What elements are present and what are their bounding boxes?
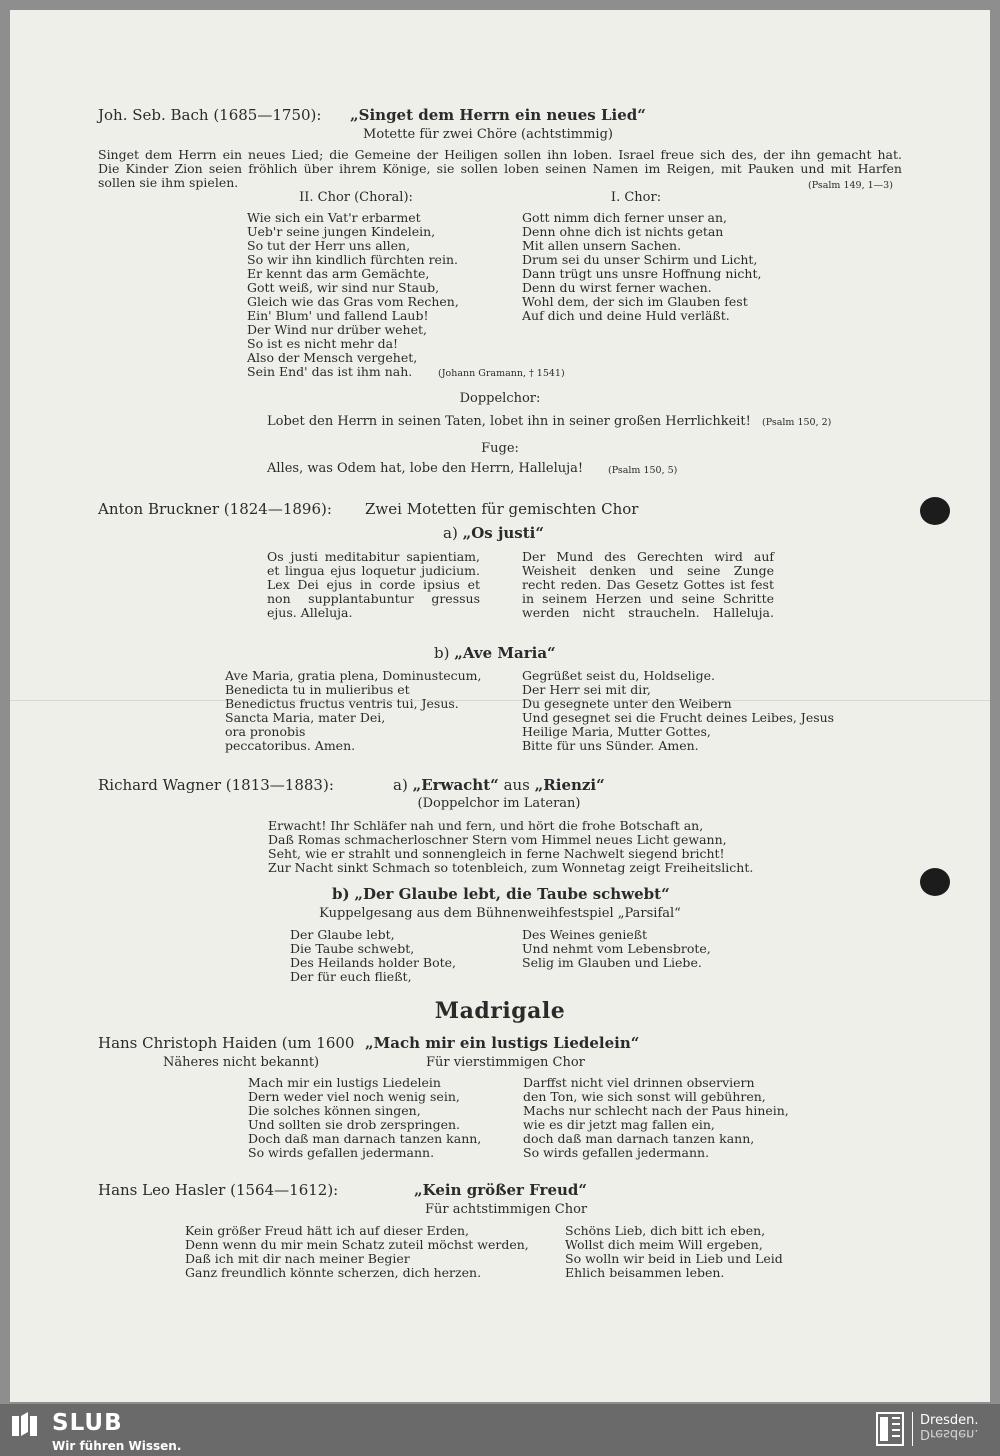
verse-line: Ganz freundlich könnte scherzen, dich herzen. [185, 1265, 482, 1280]
erwacht-work: „Rienzi“ [534, 776, 605, 794]
verse-line: So wirds gefallen jedermann. [248, 1145, 435, 1160]
dresden-coat-of-arms-icon [876, 1412, 904, 1446]
page-fold [10, 700, 990, 701]
intro-line: Singet dem Herrn ein neues Lied; die Gemeine der Heiligen sollen ihn loben. Israel freue sich des, der ihn gemacht hat. [98, 147, 902, 162]
verse-line: Denn du wirst ferner wachen. [522, 280, 712, 295]
hasler-right [565, 1224, 783, 1280]
double-choir-text: Lobet den Herrn in seinen Taten, lobet ihn in seiner großen Herrlichkeit! [267, 414, 751, 429]
verse-line: Doch daß man darnach tanzen kann, [248, 1131, 482, 1146]
os-justi-german [522, 550, 774, 620]
verse-line: Os justi meditabitur sapientiam, [267, 549, 480, 564]
haiden-work-title: „Mach mir ein lustigs Liedelein“ [365, 1034, 640, 1052]
glaube-title: „Der Glaube lebt, die Taube schwebt“ [354, 885, 670, 903]
verse-line: Lex Dei ejus in corde ipsius et [267, 577, 480, 592]
haiden-heading-note: Näheres nicht bekannt) [163, 1055, 320, 1070]
choir2-text [247, 211, 459, 379]
ave-maria-title: „Ave Maria“ [454, 644, 556, 662]
ave-maria-latin [225, 669, 482, 753]
section-prefix: a) [443, 524, 458, 542]
verse-line: Gleich wie das Gras vom Rechen, [247, 294, 459, 309]
verse-line: Mach mir ein lustigs Liedelein [248, 1075, 441, 1090]
hasler-left [185, 1224, 529, 1280]
verse-line: et lingua ejus loquetur judicium. [267, 563, 480, 578]
choir2-label: II. Chor (Choral): [299, 190, 413, 205]
verse-line: Mit allen unsern Sachen. [522, 238, 682, 253]
haiden-left [248, 1076, 481, 1160]
verse-line: Machs nur schlecht nach der Paus hinein, [523, 1103, 789, 1118]
verse-line: Gegrüßet seist du, Holdselige. [522, 668, 715, 683]
verse-line: ejus. Alleluja. [267, 605, 353, 620]
erwacht-subtitle: (Doppelchor im Lateran) [417, 796, 581, 811]
intro-line: Die Kinder Zion seien fröhlich über ihrem Könige, sie sollen loben seinen Namen im Reigen, mit Pauken und mit Harfen [98, 161, 902, 176]
verse-line: Denn ohne dich ist nichts getan [522, 224, 724, 239]
verse-line: recht reden. Das Gesetz Gottes ist fest [522, 577, 774, 592]
verse-line: Benedictus fructus ventris tui, Jesus. [225, 696, 459, 711]
verse-line: Und nehmt vom Lebensbrote, [522, 941, 711, 956]
glaube-right [522, 928, 711, 970]
verse-line: Der Glaube lebt, [290, 927, 395, 942]
verse-line: Ehlich beisammen leben. [565, 1265, 725, 1280]
verse-line: So wir ihn kindlich fürchten rein. [247, 252, 458, 267]
verse-line: wie es dir jetzt mag fallen ein, [523, 1117, 715, 1132]
verse-line: doch daß man darnach tanzen kann, [523, 1131, 755, 1146]
glaube-heading [332, 885, 670, 903]
verse-line: Kein größer Freud hätt ich auf dieser Erden, [185, 1223, 470, 1238]
hasler-work-title: „Kein größer Freud“ [414, 1181, 588, 1199]
verse-line: ora pronobis [225, 724, 306, 739]
madrigale-heading: Madrigale [434, 998, 566, 1024]
verse-line: werden nicht straucheln. Halleluja. [522, 605, 774, 620]
erwacht-heading [393, 776, 605, 794]
verse-line: Der Mund des Gerechten wird auf [522, 549, 774, 564]
verse-line: So wolln wir beid in Lieb und Leid [565, 1251, 783, 1266]
verse-line: Und sollten sie drob zerspringen. [248, 1117, 461, 1132]
verse-line: Der Wind nur drüber wehet, [247, 322, 427, 337]
verse-line: Selig im Glauben und Liebe. [522, 955, 702, 970]
verse-line: Bitte für uns Sünder. Amen. [522, 738, 699, 753]
verse-line: Benedicta tu in mulieribus et [225, 682, 410, 697]
erwacht-text [268, 819, 753, 875]
verse-line: Ave Maria, gratia plena, Dominustecum, [225, 668, 482, 683]
verse-line: Sancta Maria, mater Dei, [225, 710, 386, 725]
section-prefix: b) [434, 644, 450, 662]
bruckner-work-title: Zwei Motetten für gemischten Chor [365, 500, 639, 518]
section-prefix: b) [332, 885, 350, 903]
verse-line: Der für euch fließt, [290, 969, 412, 984]
verse-line: Des Heilands holder Bote, [290, 955, 457, 970]
verse-line: Dann trügt uns unsre Hoffnung nicht, [522, 266, 762, 281]
fugue-label: Fuge: [481, 441, 519, 456]
verse-line: in seinem Herzen und seine Schritte [522, 591, 774, 606]
verse-line: Schöns Lieb, dich bitt ich eben, [565, 1223, 766, 1238]
footer-bar [0, 1404, 1000, 1456]
bach-composer-heading: Joh. Seb. Bach (1685—1750): [98, 106, 322, 124]
verse-line: Ein' Blum' und fallend Laub! [247, 308, 429, 323]
verse-line: Des Weines genießt [522, 927, 648, 942]
verse-line: non supplantabuntur gressus [267, 591, 480, 606]
hasler-work-subtitle: Für achtstimmigen Chor [425, 1202, 588, 1217]
verse-line: Drum sei du unser Schirm und Licht, [522, 252, 758, 267]
bach-intro-text [98, 148, 902, 190]
footer-separator [912, 1412, 913, 1446]
double-choir-source: (Psalm 150, 2) [762, 417, 832, 428]
bach-work-title: „Singet dem Herrn ein neues Lied“ [350, 106, 646, 124]
verse-line: Denn wenn du mir mein Schatz zuteil möchst werden, [185, 1237, 529, 1252]
verse-line: Er kennt das arm Gemächte, [247, 266, 430, 281]
dresden-logo-text: Dresden. [920, 1413, 979, 1428]
verse-line: Wohl dem, der sich im Glauben fest [522, 294, 748, 309]
choir1-label: I. Chor: [610, 190, 662, 205]
ave-maria-german [522, 669, 834, 753]
glaube-subtitle: Kuppelgesang aus dem Bühnenweihfestspiel „Parsifal“ [319, 906, 681, 921]
verse-line: Der Herr sei mit dir, [522, 682, 651, 697]
haiden-right [523, 1076, 789, 1160]
book-stack-icon [12, 1412, 38, 1436]
dresden-logo-mirror: Dresden. [920, 1426, 979, 1441]
os-justi-title: „Os justi“ [462, 524, 544, 542]
verse-line: So ist es nicht mehr da! [247, 336, 399, 351]
verse-line: Zur Nacht sinkt Schmach so totenbleich, zum Wonnetag zeigt Freiheitslicht. [268, 860, 754, 875]
section-prefix: a) [393, 776, 408, 794]
verse-line: Erwacht! Ihr Schläfer nah und fern, und hört die frohe Botschaft an, [268, 818, 704, 833]
verse-line: Heilige Maria, Mutter Gottes, [522, 724, 711, 739]
document-page [10, 10, 990, 1402]
slub-logo-text: SLUB [52, 1410, 123, 1436]
verse-line: Die Taube schwebt, [290, 941, 415, 956]
punch-hole [920, 868, 950, 896]
verse-line: Seht, wie er strahlt und sonnengleich in ferne Nachwelt siegend bricht! [268, 846, 725, 861]
verse-line: So wirds gefallen jedermann. [523, 1145, 710, 1160]
os-justi-latin [267, 550, 480, 620]
fugue-source: (Psalm 150, 5) [608, 465, 678, 476]
haiden-composer-heading: Hans Christoph Haiden (um 1600 [98, 1034, 355, 1052]
bach-work-subtitle: Motette für zwei Chöre (achtstimmig) [363, 127, 613, 142]
verse-line: Dern weder viel noch wenig sein, [248, 1089, 460, 1104]
ave-maria-heading [434, 644, 556, 662]
fugue-text: Alles, was Odem hat, lobe den Herrn, Halleluja! [267, 461, 584, 476]
verse-line: den Ton, wie sich sonst will gebühren, [523, 1089, 766, 1104]
verse-line: Darffst nicht viel drinnen observiern [523, 1075, 755, 1090]
slub-tagline: Wir führen Wissen. [52, 1439, 182, 1453]
verse-line: Wie sich ein Vat'r erbarmet [247, 210, 421, 225]
erwacht-aus: aus [503, 776, 530, 794]
choir2-source: (Johann Gramann, † 1541) [438, 368, 565, 379]
os-justi-heading [443, 524, 544, 542]
punch-hole [920, 497, 950, 525]
verse-line: Gott nimm dich ferner unser an, [522, 210, 728, 225]
verse-line: Wollst dich meim Will ergeben, [565, 1237, 763, 1252]
wagner-composer-heading: Richard Wagner (1813—1883): [98, 776, 334, 794]
double-choir-label: Doppelchor: [459, 391, 541, 406]
bruckner-composer-heading: Anton Bruckner (1824—1896): [98, 500, 332, 518]
verse-line: Du gesegnete unter den Weibern [522, 696, 732, 711]
choir1-text [522, 211, 761, 323]
verse-line: Sein End' das ist ihm nah. [247, 364, 413, 379]
bach-intro-source: (Psalm 149, 1—3) [808, 180, 893, 191]
verse-line: Ueb'r seine jungen Kindelein, [247, 224, 436, 239]
verse-line: Weisheit denken und seine Zunge [522, 563, 774, 578]
verse-line: Daß Romas schmacherloschner Stern vom Himmel neues Licht gewann, [268, 832, 727, 847]
erwacht-title: „Erwacht“ [412, 776, 499, 794]
verse-line: Die solches können singen, [248, 1103, 421, 1118]
verse-line: So tut der Herr uns allen, [247, 238, 411, 253]
verse-line: peccatoribus. Amen. [225, 738, 356, 753]
verse-line: Also der Mensch vergehet, [247, 350, 418, 365]
verse-line: Daß ich mit dir nach meiner Begier [185, 1251, 410, 1266]
verse-line: Gott weiß, wir sind nur Staub, [247, 280, 440, 295]
intro-line: sollen sie ihm spielen. [98, 175, 239, 190]
hasler-composer-heading: Hans Leo Hasler (1564—1612): [98, 1181, 339, 1199]
verse-line: Und gesegnet sei die Frucht deines Leibes, Jesus [522, 710, 835, 725]
glaube-left [290, 928, 456, 984]
verse-line: Auf dich und deine Huld verläßt. [522, 308, 730, 323]
haiden-work-subtitle: Für vierstimmigen Chor [426, 1055, 585, 1070]
